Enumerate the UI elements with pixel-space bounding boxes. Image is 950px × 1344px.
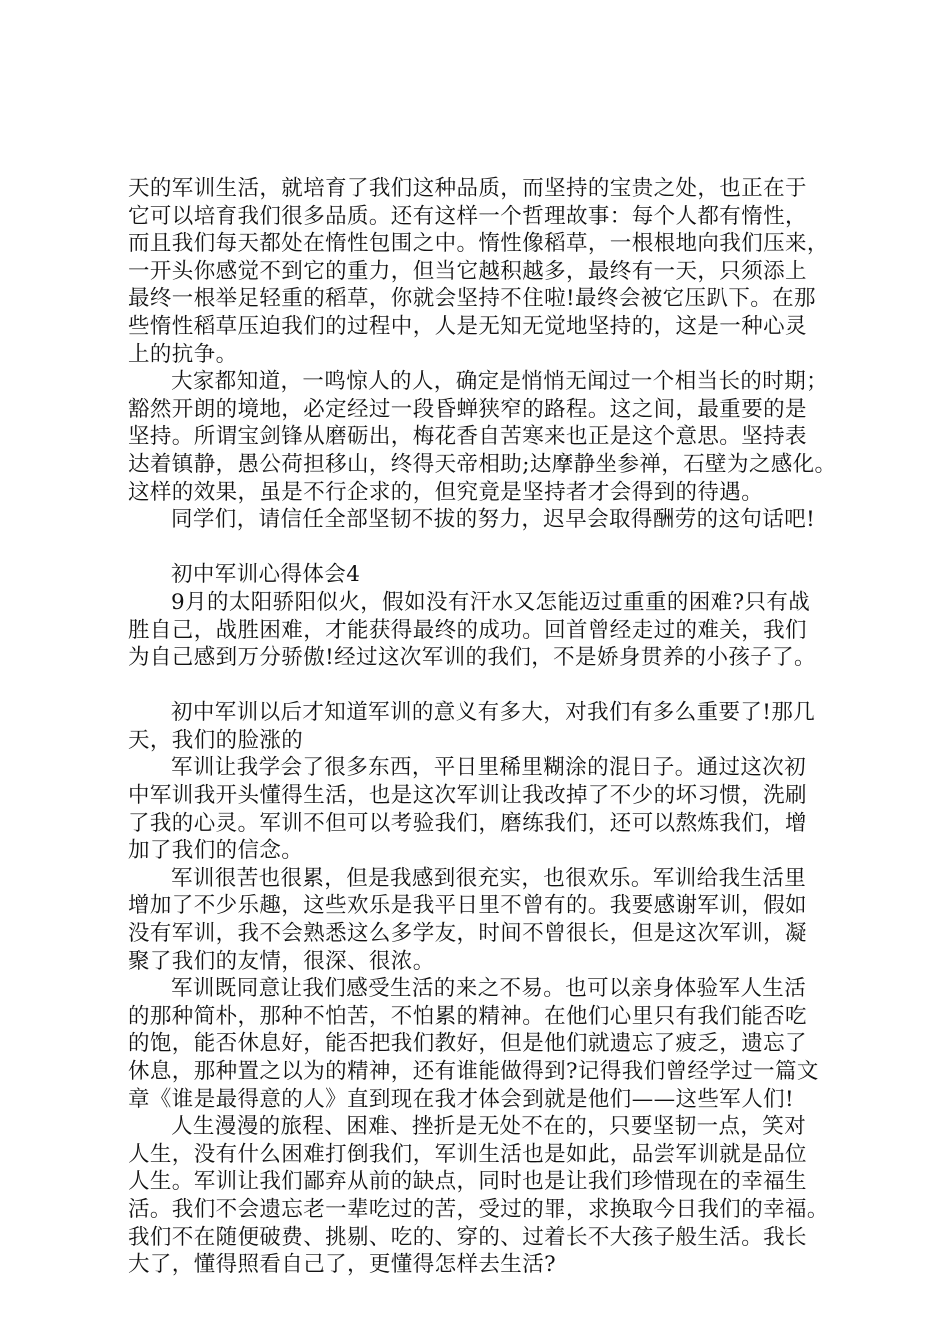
heading-text: 初中军训心得体会4 (171, 562, 361, 588)
text-line: 大了，懂得照看自己了，更懂得怎样去生活? (128, 1252, 557, 1278)
text-line: 而且我们每天都处在惰性包围之中。惰性像稻草，一根根地向我们压来， (128, 231, 829, 257)
text-line: 它可以培育我们很多品质。还有这样一个哲理故事：每个人都有惰性， (128, 203, 807, 229)
paragraph-7 (128, 865, 850, 975)
text-line: 人生漫漫的旅程、困难、挫折是无处不在的，只要坚韧一点，笑对 (171, 1114, 807, 1140)
text-line: 我们不在随便破费、挑剔、吃的、穿的、过着长不大孩子般生活。我长 (128, 1224, 807, 1250)
text-line: 军训让我学会了很多东西，平日里稀里糊涂的混日子。通过这次初 (171, 755, 807, 781)
text-line: 9月的太阳骄阳似火，假如没有汗水又怎能迈过重重的困难?只有战 (171, 589, 811, 615)
text-line: 休息，那种置之以为的精神，还有谁能做得到?记得我们曾经学过一篇文 (128, 1059, 819, 1084)
paragraph-1 (128, 175, 850, 368)
text-line: 天的军训生活，就培育了我们这种品质，而坚持的宝贵之处，也正在于 (128, 176, 807, 201)
text-line: 初中军训以后才知道军训的意义有多大，对我们有多么重要了!那几 (171, 700, 816, 726)
text-line: 些惰性稻草压迫我们的过程中，人是无知无觉地坚持的，这是一种心灵 (128, 313, 807, 339)
text-line: 军训很苦也很累，但是我感到很充实，也很欢乐。军训给我生活里 (171, 865, 807, 891)
text-line: 为自己感到万分骄傲!经过这次军训的我们，不是娇身贯养的小孩子了。 (128, 645, 816, 671)
paragraph-6 (128, 754, 850, 864)
text-line: 达着镇静，愚公荷担移山，终得天帝相助;达摩静坐参禅，石壁为之感化。 (128, 451, 837, 477)
blank-line (128, 534, 850, 562)
text-line: 豁然开朗的境地，必定经过一段昏蝉狭窄的路程。这之间，最重要的是 (128, 396, 807, 422)
text-line: 人生。军训让我们鄙弃从前的缺点，同时也是让我们珍惜现在的幸福生 (128, 1169, 807, 1195)
text-line: 了我的心灵。军训不但可以考验我们，磨练我们，还可以熬炼我们，增 (128, 810, 807, 836)
text-line: 最终一根举足轻重的稻草，你就会坚持不住啦!最终会被它压趴下。在那 (128, 286, 816, 312)
text-line: 上的抗争。 (128, 341, 238, 367)
paragraph-4 (128, 589, 850, 672)
document-page (128, 175, 850, 1279)
text-line: 的那种简朴，那种不怕苦，不怕累的精神。在他们心里只有我们能否吃 (128, 1003, 807, 1029)
text-line: 加了我们的信念。 (128, 838, 304, 864)
text-line: 坚持。所谓宝剑锋从磨砺出，梅花香自苦寒来也正是这个意思。坚持表 (128, 424, 807, 450)
blank-line (128, 672, 850, 700)
text-line: 的饱，能否休息好，能否把我们教好，但是他们就遗忘了疲乏，遗忘了 (128, 1031, 807, 1057)
section-heading (128, 561, 850, 589)
text-line: 军训既同意让我们感受生活的来之不易。也可以亲身体验军人生活 (171, 976, 807, 1002)
text-line: 一开头你感觉不到它的重力，但当它越积越多，最终有一天，只须添上 (128, 258, 807, 284)
paragraph-8 (128, 975, 850, 1113)
text-line: 胜自己，战胜困难，才能获得最终的成功。回首曾经走过的难关，我们 (128, 617, 807, 643)
paragraph-5 (128, 699, 850, 754)
text-line: 大家都知道，一鸣惊人的人，确定是悄悄无闻过一个相当长的时期； (171, 369, 829, 395)
paragraph-3 (128, 506, 850, 534)
text-line: 章《谁是最得意的人》直到现在我才体会到就是他们——这些军人们! (128, 1086, 795, 1112)
text-line: 增加了不少乐趣，这些欢乐是我平日里不曾有的。我要感谢军训，假如 (128, 893, 807, 919)
paragraph-2 (128, 368, 850, 506)
text-line: 人生，没有什么困难打倒我们，军训生活也是如此，品尝军训就是品位 (128, 1141, 807, 1167)
paragraph-9 (128, 1113, 850, 1279)
text-line: 活。我们不会遗忘老一辈吃过的苦，受过的罪，求换取今日我们的幸福。 (128, 1196, 829, 1222)
text-line: 聚了我们的友情，很深、很浓。 (128, 948, 435, 974)
text-line: 天，我们的脸涨的 (128, 727, 304, 753)
text-line: 同学们，请信任全部坚韧不拔的努力，迟早会取得酬劳的这句话吧! (171, 507, 816, 533)
text-line: 中军训我开头懂得生活，也是这次军训让我改掉了不少的坏习惯，洗刷 (128, 783, 807, 809)
text-line: 这样的效果，虽是不行企求的，但究竟是坚持者才会得到的待遇。 (128, 479, 764, 505)
text-line: 没有军训，我不会熟悉这么多学友，时间不曾很长，但是这次军训，凝 (128, 921, 807, 947)
